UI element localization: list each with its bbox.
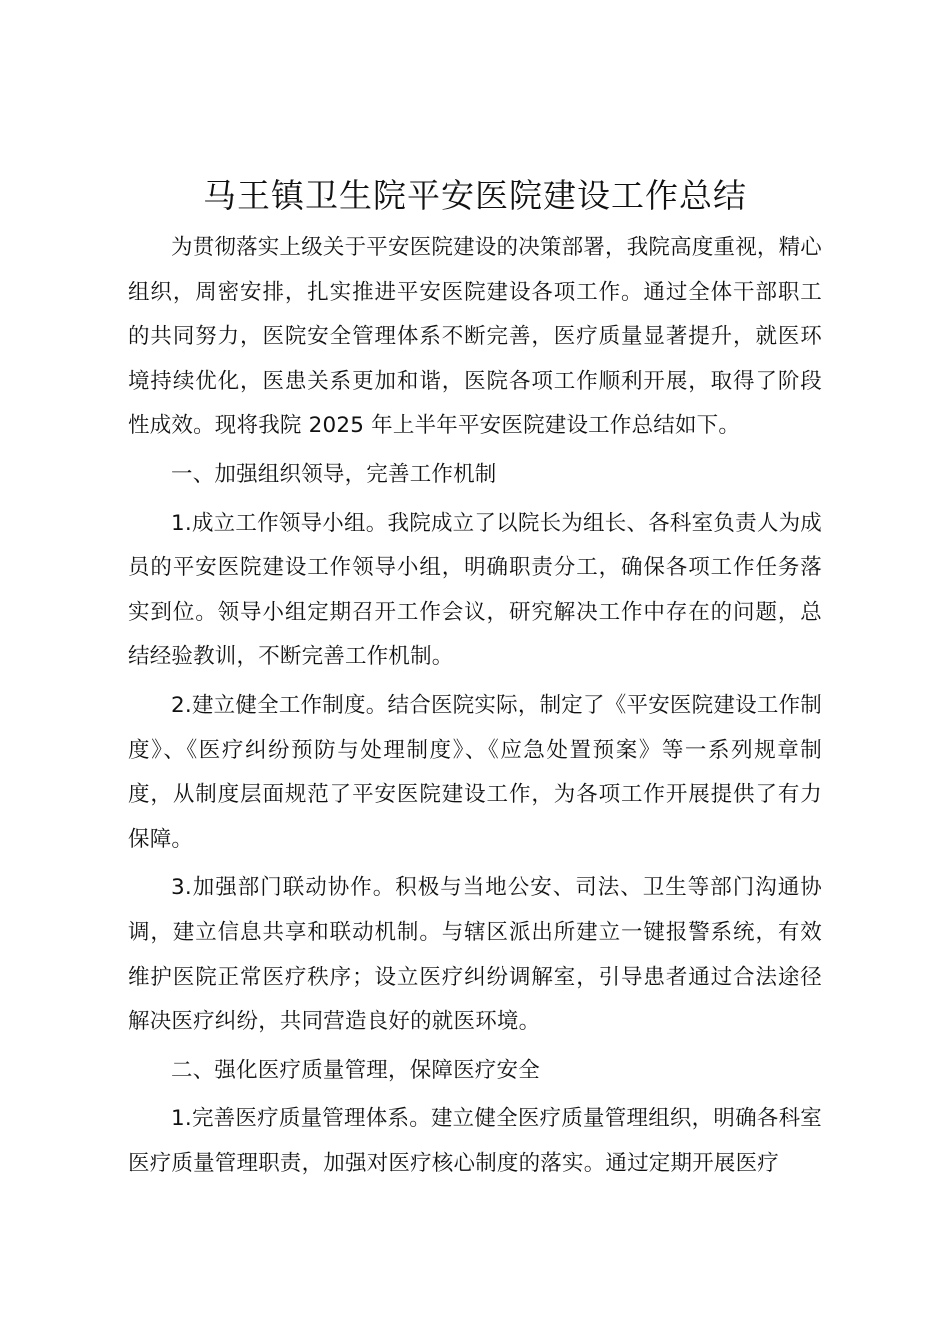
section2-item-1: 1.完善医疗质量管理体系。建立健全医疗质量管理组织，明确各科室医疗质量管理职责，加强对医疗核心制度的落实。通过定期开展医疗 <box>128 1106 822 1176</box>
document-title: 马王镇卫生院平安医院建设工作总结 <box>203 176 747 215</box>
section1-item-2: 2.建立健全工作制度。结合医院实际，制定了《平安医院建设工作制度》、《医疗纠纷预防与处理制度》、《应急处置预案》等一系列规章制度，从制度层面规范了平安医院建设工作，为各项工作开展提供了有力保障。 <box>128 692 822 852</box>
section-heading-2: 二、强化医疗质量管理，保障医疗安全 <box>171 1057 540 1083</box>
intro-paragraph: 为贯彻落实上级关于平安医院建设的决策部署，我院高度重视，精心组织，周密安排，扎实推进平安医院建设各项工作。通过全体干部职工的共同努力，医院安全管理体系不断完善，医疗质量显著提升，就医环境持续优化，医患关系更加和谐，医院各项工作顺利开展，取得了阶段性成效。现将我院 2025 年上半年平安医院建设工作总结如下。 <box>128 235 823 439</box>
section1-item-3: 3.加强部门联动协作。积极与当地公安、司法、卫生等部门沟通协调，建立信息共享和联动机制。与辖区派出所建立一键报警系统，有效维护医院正常医疗秩序；设立医疗纠纷调解室，引导患者通过合法途径解决医疗纠纷，共同营造良好的就医环境。 <box>128 875 822 1035</box>
section1-item-1: 1.成立工作领导小组。我院成立了以院长为组长、各科室负责人为成员的平安医院建设工作领导小组，明确职责分工，确保各项工作任务落实到位。领导小组定期召开工作会议，研究解决工作中存在的问题，总结经验教训，不断完善工作机制。 <box>128 510 822 670</box>
document-body <box>128 226 822 1186</box>
section-heading-1: 一、加强组织领导，完善工作机制 <box>171 461 497 487</box>
